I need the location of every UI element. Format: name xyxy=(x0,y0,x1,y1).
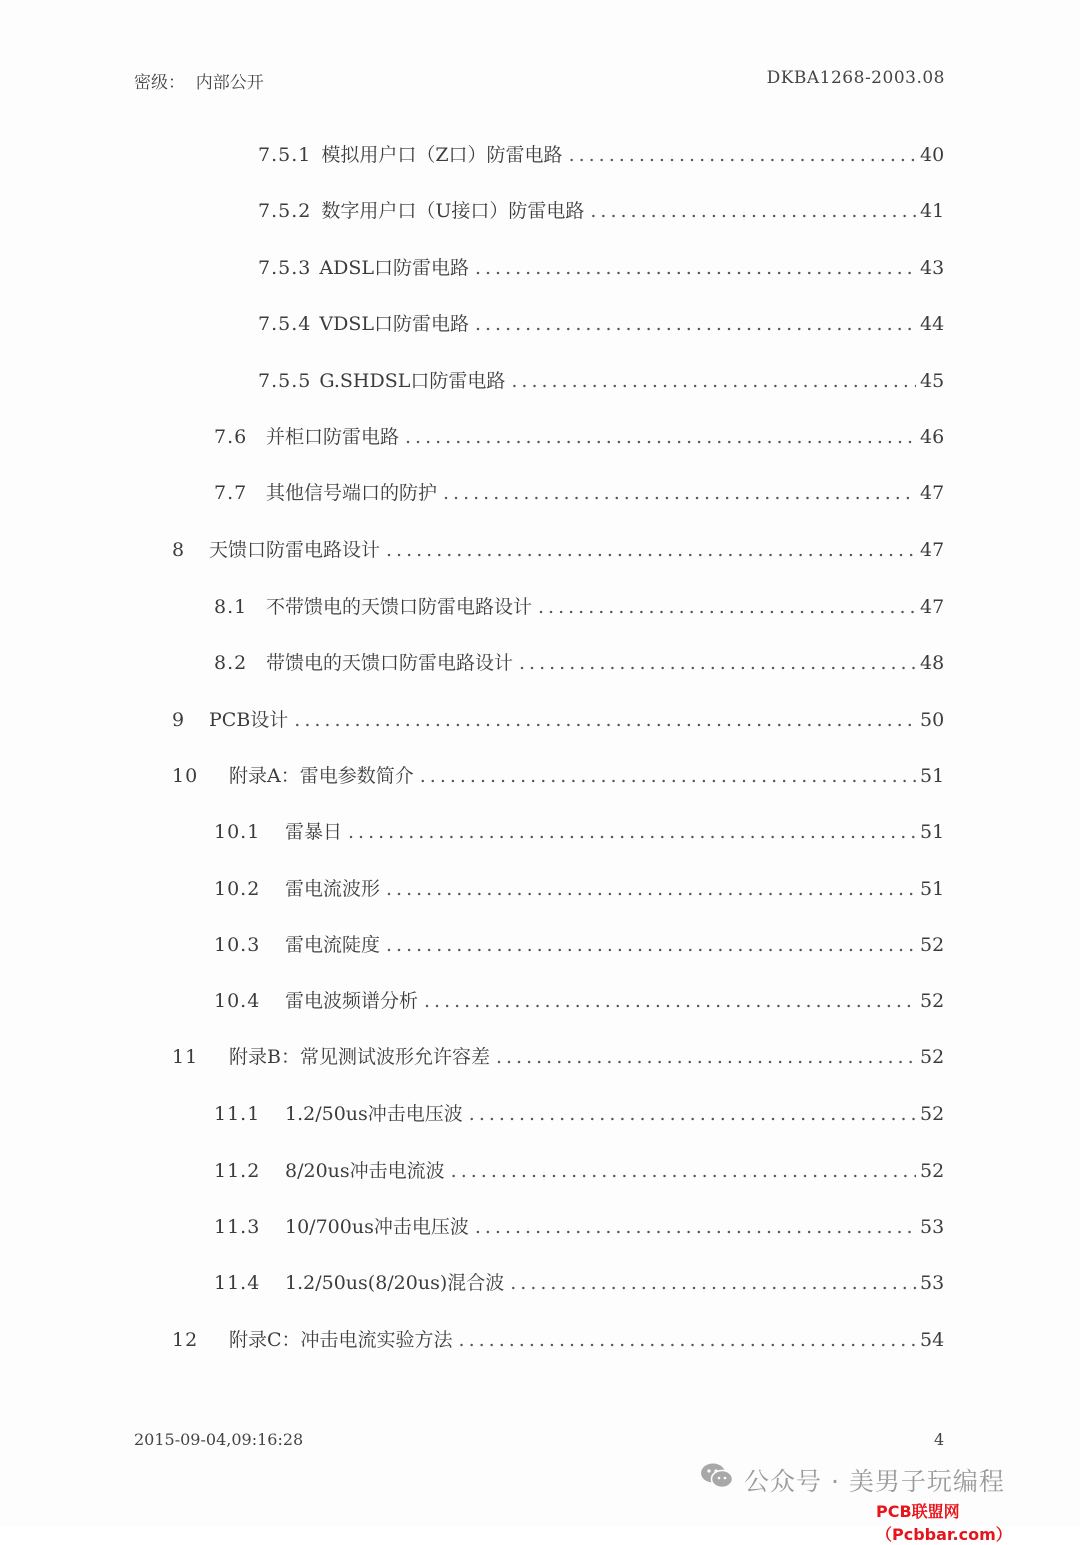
toc-entry-title: 附录C：冲击电流实验方法 xyxy=(229,1329,453,1351)
toc-entry-number: 7.5.1 xyxy=(258,144,312,166)
toc-leader-dots xyxy=(538,596,916,618)
toc-entry-title: 并柜口防雷电路 xyxy=(266,426,400,448)
toc-entry-title: 8/20us冲击电流波 xyxy=(285,1160,445,1182)
toc-entry-number: 7.5.3 xyxy=(258,257,312,279)
toc-entry-title: 雷电波频谱分析 xyxy=(285,990,419,1012)
toc-entry-number: 9 xyxy=(172,709,186,731)
toc-entry-page: 46 xyxy=(920,426,945,448)
toc-entry[interactable] xyxy=(214,1212,944,1238)
toc-leader-dots xyxy=(405,426,916,448)
toc-entry[interactable] xyxy=(172,1042,944,1068)
page-number: 4 xyxy=(934,1430,945,1449)
toc-leader-dots xyxy=(469,1103,916,1125)
toc-entry-title: 其他信号端口的防护 xyxy=(266,482,438,504)
toc-entry-page: 47 xyxy=(920,539,945,561)
toc-entry[interactable] xyxy=(172,761,944,787)
toc-entry-page: 51 xyxy=(920,821,945,843)
toc-entry-title: 天馈口防雷电路设计 xyxy=(209,539,381,561)
toc-entry-page: 50 xyxy=(920,709,945,731)
toc-entry-number: 10.2 xyxy=(214,878,261,900)
toc-entry-title: VDSL口防雷电路 xyxy=(319,313,469,335)
toc-entry[interactable] xyxy=(258,366,944,392)
toc-leader-dots xyxy=(475,1216,916,1238)
toc-entry[interactable] xyxy=(172,705,944,731)
classification-label: 密级： 内部公开 xyxy=(134,73,264,93)
toc-entry[interactable] xyxy=(258,140,944,166)
toc-entry[interactable] xyxy=(172,1325,944,1351)
toc-entry[interactable] xyxy=(214,986,944,1012)
toc-leader-dots xyxy=(386,934,916,956)
toc-entry-title: 数字用户口（U接口）防雷电路 xyxy=(321,200,585,222)
print-timestamp: 2015-09-04,09:16:28 xyxy=(134,1430,304,1449)
toc-entry-number: 7.6 xyxy=(214,426,248,448)
toc-entry-title: 附录A：雷电参数简介 xyxy=(229,765,414,787)
toc-entry[interactable] xyxy=(258,309,944,335)
toc-entry-title: 雷暴日 xyxy=(285,821,343,843)
toc-entry-title: 带馈电的天馈口防雷电路设计 xyxy=(266,652,514,674)
toc-entry[interactable] xyxy=(214,1099,944,1125)
toc-entry-title: G.SHDSL口防雷电路 xyxy=(319,370,506,392)
toc-entry-title: ADSL口防雷电路 xyxy=(319,257,469,279)
toc-entry-page: 53 xyxy=(920,1216,945,1238)
toc-leader-dots xyxy=(424,990,916,1012)
toc-entry[interactable] xyxy=(172,535,944,561)
toc-entry-page: 40 xyxy=(920,144,945,166)
toc-leader-dots xyxy=(475,313,916,335)
toc-leader-dots xyxy=(519,652,916,674)
toc-leader-dots xyxy=(386,878,916,900)
toc-entry-page: 53 xyxy=(920,1272,945,1294)
toc-entry[interactable] xyxy=(214,930,944,956)
toc-entry-page: 51 xyxy=(920,765,945,787)
toc-entry[interactable] xyxy=(214,1268,944,1294)
toc-leader-dots xyxy=(496,1046,916,1068)
toc-leader-dots xyxy=(420,765,916,787)
toc-entry-title: 雷电流波形 xyxy=(285,878,381,900)
toc-entry[interactable] xyxy=(214,422,944,448)
toc-entry-page: 51 xyxy=(920,878,945,900)
toc-entry-title: PCB设计 xyxy=(209,709,289,731)
toc-leader-dots xyxy=(511,370,916,392)
toc-leader-dots xyxy=(590,200,916,222)
toc-entry-number: 7.7 xyxy=(214,482,248,504)
toc-entry-number: 7.5.4 xyxy=(258,313,312,335)
toc-entry-page: 54 xyxy=(920,1329,945,1351)
toc-leader-dots xyxy=(459,1329,916,1351)
toc-entry-title: 雷电流陡度 xyxy=(285,934,381,956)
toc-entry[interactable] xyxy=(258,253,944,279)
toc-entry-number: 10.1 xyxy=(214,821,261,843)
toc-entry-page: 52 xyxy=(920,990,945,1012)
toc-leader-dots xyxy=(475,257,916,279)
watermark-site: PCB联盟网（Pcbbar.com） xyxy=(876,1502,1012,1544)
toc-entry-number: 10.3 xyxy=(214,934,261,956)
toc-entry-title: 附录B：常见测试波形允许容差 xyxy=(229,1046,490,1068)
toc-entry-number: 11 xyxy=(172,1046,199,1068)
toc-entry-page: 52 xyxy=(920,1046,945,1068)
toc-leader-dots xyxy=(451,1160,916,1182)
toc-entry-title: 模拟用户口（Z口）防雷电路 xyxy=(321,144,563,166)
toc-entry-page: 47 xyxy=(920,482,945,504)
toc-entry-title: 1.2/50us(8/20us)混合波 xyxy=(285,1272,505,1294)
toc-entry-page: 48 xyxy=(920,652,945,674)
toc-leader-dots xyxy=(443,482,916,504)
toc-entry-page: 43 xyxy=(920,257,945,279)
watermark-account: 公众号 · 美男子玩编程 xyxy=(744,1467,1005,1496)
toc-entry[interactable] xyxy=(214,817,944,843)
toc-entry-number: 12 xyxy=(172,1329,199,1351)
toc-entry-page: 52 xyxy=(920,1160,945,1182)
toc-entry[interactable] xyxy=(214,874,944,900)
toc-entry-number: 8 xyxy=(172,539,186,561)
wechat-icon xyxy=(700,1462,734,1490)
toc-leader-dots xyxy=(569,144,916,166)
toc-entry-page: 44 xyxy=(920,313,945,335)
toc-entry-number: 10.4 xyxy=(214,990,261,1012)
toc-entry-page: 52 xyxy=(920,934,945,956)
toc-entry-number: 10 xyxy=(172,765,199,787)
toc-entry[interactable] xyxy=(214,648,944,674)
toc-entry-number: 11.3 xyxy=(214,1216,261,1238)
toc-entry-number: 8.1 xyxy=(214,596,248,618)
toc-leader-dots xyxy=(386,539,916,561)
toc-leader-dots xyxy=(510,1272,916,1294)
toc-entry-page: 47 xyxy=(920,596,945,618)
toc-entry-number: 8.2 xyxy=(214,652,248,674)
toc-entry-number: 7.5.2 xyxy=(258,200,312,222)
toc-entry-page: 45 xyxy=(920,370,945,392)
toc-entry[interactable] xyxy=(214,592,944,618)
toc-leader-dots xyxy=(348,821,916,843)
document-id: DKBA1268-2003.08 xyxy=(766,68,945,88)
toc-leader-dots xyxy=(294,709,916,731)
toc-entry[interactable] xyxy=(214,478,944,504)
toc-entry-number: 11.4 xyxy=(214,1272,261,1294)
toc-entry[interactable] xyxy=(258,196,944,222)
toc-entry-title: 不带馈电的天馈口防雷电路设计 xyxy=(266,596,533,618)
toc-entry-number: 11.1 xyxy=(214,1103,261,1125)
toc-entry-title: 1.2/50us冲击电压波 xyxy=(285,1103,463,1125)
toc-entry-page: 52 xyxy=(920,1103,945,1125)
toc-entry-number: 7.5.5 xyxy=(258,370,312,392)
toc-entry-page: 41 xyxy=(920,200,945,222)
toc-entry-title: 10/700us冲击电压波 xyxy=(285,1216,469,1238)
toc-entry-number: 11.2 xyxy=(214,1160,261,1182)
toc-entry[interactable] xyxy=(214,1156,944,1182)
